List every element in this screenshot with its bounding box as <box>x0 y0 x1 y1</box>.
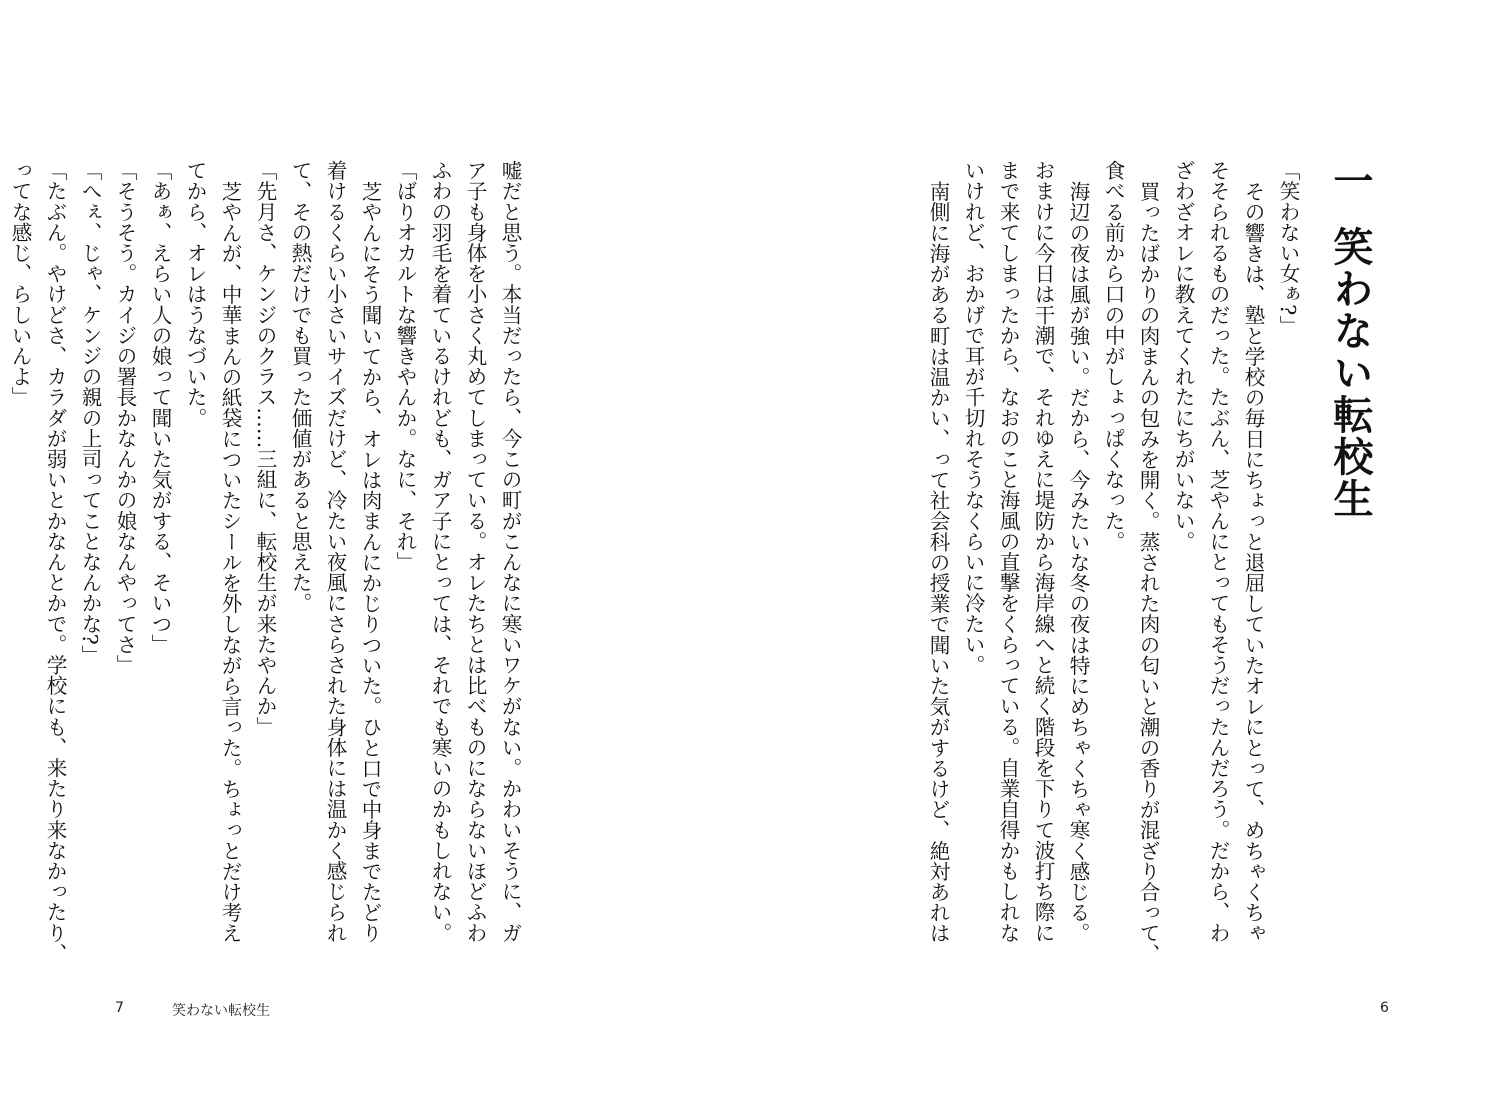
text-column: 「あぁ、えらい人の娘って聞いた気がする、そいつ」 <box>148 160 172 655</box>
text-column: 海辺の夜は風が強い。だから、今みたいな冬の夜は特にめちゃくちゃ寒く感じる。 <box>1066 180 1090 943</box>
text-column: いけれど、おかげで耳が千切れそうなくらいに冷たい。 <box>961 160 985 675</box>
right-page-body <box>855 160 1305 964</box>
running-title: 笑わない転校生 <box>172 1003 270 1019</box>
text-column: 「そうそう。カイジの署長かなんかの娘なんやってさ」 <box>113 160 137 675</box>
text-column: 食べる前から口の中がしょっぱくなった。 <box>1101 160 1125 552</box>
chapter-heading <box>1320 160 1380 520</box>
text-column: その響きは、塾と学校の毎日にちょっと退屈していたオレにとって、めちゃくちゃ <box>1241 180 1265 943</box>
text-column: て、その熱だけでも買った価値があると思えた。 <box>288 160 312 614</box>
text-column: おまけに今日は干潮で、それゆえに堤防から海岸線へと続く階段を下りて波打ち際に <box>1031 160 1055 943</box>
chapter-title: 笑わない転校生 <box>1327 226 1373 520</box>
chapter-number: 一 <box>1327 160 1373 202</box>
left-page-body <box>8 160 527 964</box>
text-column: 「ばりオカルトな響きやんか。なに、それ」 <box>393 160 417 572</box>
text-column: 南側に海がある町は温かい、って社会科の授業で聞いた気がするけど、絶対あれは <box>926 180 950 943</box>
text-column: 芝やんにそう聞いてから、オレは肉まんにかじりついた。ひと口で中身までたどり <box>358 180 382 943</box>
text-column: ア子も身体を小さく丸めてしまっている。オレたちとは比べものにならないほどふわ <box>463 160 487 943</box>
text-column: 芝やんが、中華まんの紙袋についたシールを外しながら言った。ちょっとだけ考え <box>218 180 242 943</box>
text-column: まで来てしまったから、なおのこと海風の直撃をくらっている。自業自得かもしれな <box>996 160 1020 943</box>
text-column: てから、オレはうなづいた。 <box>183 160 207 428</box>
text-column: 「へぇ、じゃ、ケンジの親の上司ってことなんかな?」 <box>78 160 102 666</box>
page-number-left: 7 <box>115 1000 124 1016</box>
text-column: 買ったばかりの肉まんの包みを開く。蒸された肉の匂いと潮の香りが混ざり合って、 <box>1136 180 1160 964</box>
text-column: 「先月さ、ケンジのクラス……三組に、転校生が来たやんか」 <box>253 160 277 737</box>
text-column: ざわざオレに教えてくれたにちがいない。 <box>1171 160 1195 552</box>
text-column: 嘘だと思う。本当だったら、今この町がこんなに寒いワケがない。かわいそうに、ガ <box>498 160 522 943</box>
text-column: 「笑わない女ぁ?」 <box>1276 160 1300 336</box>
text-column: そそられるものだった。たぶん、芝やんにとってもそうだったんだろう。だから、わ <box>1206 160 1230 943</box>
text-column: ふわの羽毛を着ているけれども、ガア子にとっては、それでも寒いのかもしれない。 <box>428 160 452 943</box>
text-column: ってな感じ、らしいんよ」 <box>8 160 32 408</box>
text-column: 着けるくらい小さいサイズだけど、冷たい夜風にさらされた身体には温かく感じられ <box>323 160 347 943</box>
text-column: 「たぶん。やけどさ、カラダが弱いとかなんとかで。学校にも、来たり来なかったり、 <box>43 160 67 964</box>
page-number-right: 6 <box>1380 1000 1389 1016</box>
right-page <box>750 0 1500 1103</box>
